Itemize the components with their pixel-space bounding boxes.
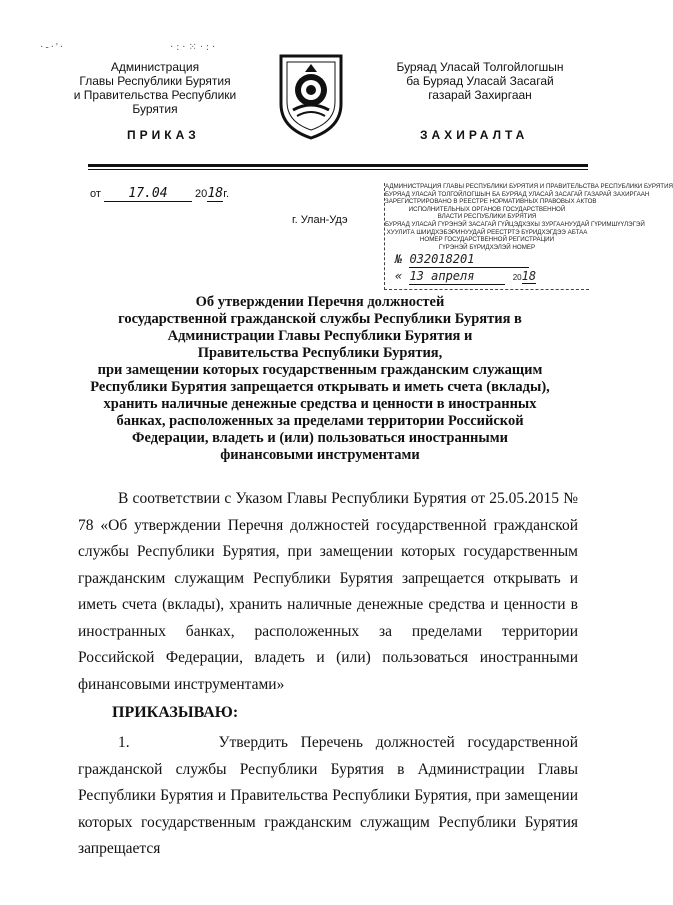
date-prefix: от (90, 188, 101, 200)
stamp-line: НОМЕР ГОСУДАРСТВЕННОЙ РЕГИСТРАЦИИ (419, 236, 555, 244)
issuer-russian (60, 60, 250, 116)
document-date (90, 186, 229, 202)
registration-number: № 032018201 (395, 251, 589, 268)
stamp-line: ИСПОЛНИТЕЛЬНЫХ ОРГАНОВ ГОСУДАРСТВЕННОЙ (408, 205, 566, 213)
issuer-line: и Правительства Республики (73, 88, 237, 102)
issuer-line: ба Буряад Уласай Засагай (406, 74, 554, 88)
title-line: государственной гражданской службы Республики Бурятия в (118, 311, 522, 327)
title-line: Администрации Главы Республики Бурятия и (167, 328, 473, 344)
stamp-line: ГҮРЭНЭЙ БҮРИДХЭЛЭЙ НОМЕР (438, 243, 536, 251)
stamp-line: ВЛАСТИ РЕСПУБЛИКИ БУРЯТИЯ (437, 213, 537, 221)
issuer-line: Бурятия (132, 102, 178, 116)
issuer-line: Администрация (110, 60, 200, 74)
stamp-line: ХУУЛИТА ШИИДХЭБЭРИНУУДАЙ РЕЕСТРТЭ БҮРИДХЭГДЭЭ АБТАА (386, 228, 588, 236)
stamp-line: БУРЯАД УЛАСАЙ ТОЛГОЙЛОГШЫН БА БУРЯАД УЛАСАЙ ЗАСАГАЙ ГАЗАРАЙ ЗАХИРГААН (385, 190, 650, 198)
issuer-line: Главы Республики Бурятия (79, 74, 231, 88)
title-line: при замещении которых государственным гражданским служащим (97, 362, 543, 378)
item-text: 1. Утвердить Перечень должностей государственной гражданской службы Республики Бурятия в Администрации Главы Республики Бурятия и Правительства Республики Бурятия, при замещении которых государственным гражданским служащим Республики Бурятия запрещается (78, 734, 578, 857)
issuer-line: газарай Захиргаан (428, 88, 532, 102)
stamp-line: БУРЯАД УЛАСАЙ ГҮРЭНЭЙ ЗАСАГАЙ ГҮЙЦЭДХЭХЫ ЗУРГААНУУДАЙ ГҮРИМШҮҮЛЭГЭЙ (385, 220, 645, 228)
issuer-line: Буряад Уласай Толгойлогшын (396, 60, 564, 74)
year-suffix: г. (223, 188, 230, 200)
title-line: Федерации, владеть и (или) пользоваться иностранными (132, 430, 508, 446)
document-type-russian: ПРИКАЗ (127, 128, 200, 142)
issue-city: г. Улан-Удэ (292, 214, 348, 226)
scan-marks: ·-·'· (40, 42, 66, 53)
stamp-line: ЗАРЕГИСТРИРОВАНО В РЕЕСТРЕ НОРМАТИВНЫХ ПРАВОВЫХ АКТОВ (385, 198, 597, 206)
preamble-paragraph (78, 486, 578, 698)
title-line: хранить наличные денежные средства и ценности в иностранных (103, 396, 537, 412)
registration-date: « 13 апреля 2018 (395, 269, 537, 284)
header-divider (88, 164, 588, 167)
header-divider-thin (88, 169, 588, 170)
year-prefix: 20 (195, 188, 208, 200)
year-value: 18 (207, 186, 224, 201)
title-line: Правительства Республики Бурятия, (197, 345, 443, 361)
title-line: финансовыми инструментами (220, 447, 420, 463)
date-handwritten: 17.04 (128, 186, 168, 201)
preamble-text: В соответствии с Указом Главы Республики Бурятия от 25.05.2015 № 78 «Об утверждении Перечня должностей государственной гражданской службы Республики Бурятия, при замещении которых государственным гражданским служащим Республики Бурятия запрещается открывать и иметь счета (вклады), хранить наличные денежные средства и ценности в иностранных банках, расположенных за пределами территории Российской Федерации, владеть и (или) пользоваться иностранными финансовыми инструментами» (78, 490, 578, 693)
title-line: Республики Бурятия запрещается открывать и иметь счета (вклады), (90, 379, 550, 395)
stamp-line: АДМИНИСТРАЦИЯ ГЛАВЫ РЕСПУБЛИКИ БУРЯТИЯ И ПРАВИТЕЛЬСТВА РЕСПУБЛИКИ БУРЯТИЯ (385, 183, 673, 190)
title-line: банках, расположенных за пределами территории Российской (116, 413, 524, 429)
scan-marks: ·:·⁙·:· (170, 42, 219, 53)
order-item-1 (78, 730, 578, 863)
date-value (104, 186, 192, 202)
coat-of-arms-emblem (275, 52, 347, 140)
document-type-buryat: ЗАХИРАЛТА (420, 128, 529, 142)
title-line: Об утверждении Перечня должностей (195, 294, 445, 310)
order-command: ПРИКАЗЫВАЮ: (112, 704, 239, 721)
registration-stamp (384, 183, 673, 290)
document-title (60, 294, 580, 464)
issuer-buryat (375, 60, 585, 102)
